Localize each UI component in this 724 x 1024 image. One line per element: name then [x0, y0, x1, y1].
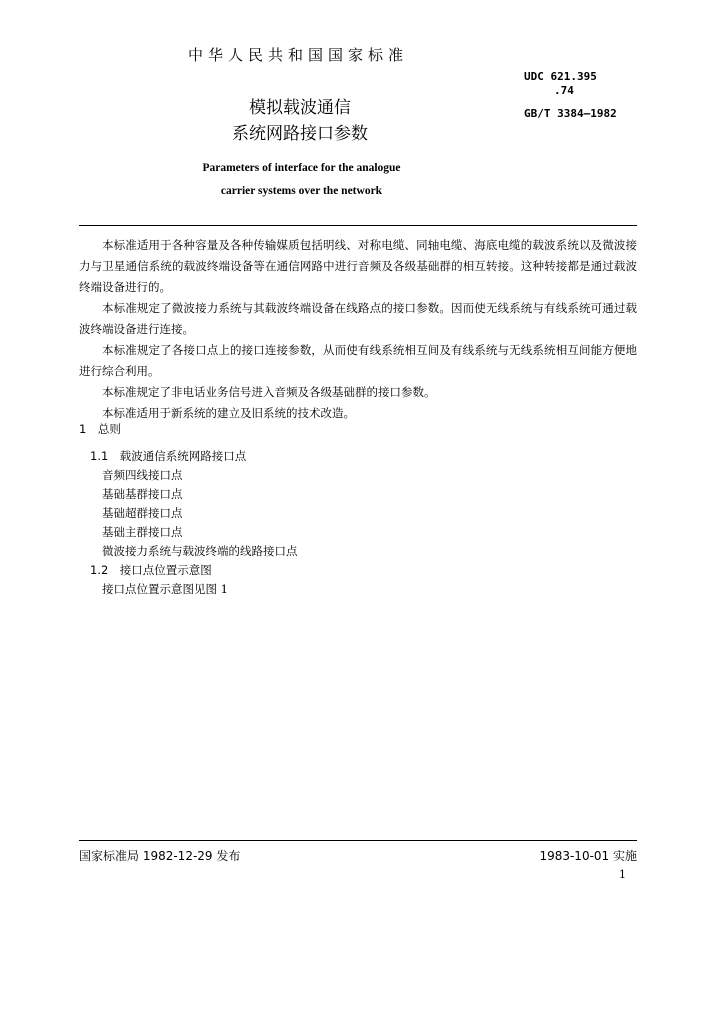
- section-1-1-heading: 1.1 载波通信系统网路接口点: [90, 449, 247, 463]
- chinese-title: [190, 95, 410, 147]
- chinese-title-line1: 模拟载波通信: [249, 98, 351, 118]
- section-1-2-heading: 1.2 接口点位置示意图: [90, 563, 212, 577]
- intro-paragraph-3: 本标准规定了各接口点上的接口连接参数，从而使有线系统相互间及有线系统与无线系统相互间能方便地进行综合利用。: [79, 343, 637, 378]
- figure-reference: 接口点位置示意图见图 1: [102, 582, 228, 596]
- english-title-line1: Parameters of interface for the analogue: [202, 162, 401, 174]
- intro-paragraph-1: 本标准适用于各种容量及各种传输媒质包括明线、对称电缆、同轴电缆、海底电缆的载波系统以及微波接力与卫星通信系统的载波终端设备等在通信网路中进行音频及各级基础群的相互转接。这种转接都是通过载波终端设备进行的。: [79, 238, 637, 294]
- issue-date: 国家标准局 1982-12-29 发布: [79, 849, 241, 863]
- header-divider: [79, 225, 637, 226]
- interface-item-2: 基础基群接口点: [102, 487, 183, 501]
- udc-code-line2: .74: [554, 84, 574, 97]
- national-standard-label: 中华人民共和国国家标准: [188, 46, 409, 64]
- section-1-heading: 1 总则: [79, 422, 121, 436]
- interface-item-5: 微波接力系统与载波终端的线路接口点: [102, 544, 298, 558]
- interface-item-4: 基础主群接口点: [102, 525, 183, 539]
- udc-code-line1: UDC 621.395: [524, 70, 597, 83]
- page-number: 1: [619, 868, 626, 881]
- introduction: [79, 235, 637, 424]
- interface-item-3: 基础超群接口点: [102, 506, 183, 520]
- interface-item-1: 音频四线接口点: [102, 468, 183, 482]
- english-title-line2: carrier systems over the network: [220, 185, 383, 197]
- effective-date: 1983-10-01 实施: [539, 849, 637, 863]
- intro-paragraph-5: 本标准适用于新系统的建立及旧系统的技术改造。: [102, 406, 355, 420]
- english-title: [160, 157, 443, 203]
- intro-paragraph-2: 本标准规定了微波接力系统与其载波终端设备在线路点的接口参数。因而使无线系统与有线系统可通过载波终端设备进行连接。: [79, 301, 637, 336]
- footer-divider: [79, 840, 637, 841]
- gb-standard-number: GB/T 3384—1982: [524, 107, 617, 120]
- chinese-title-line2: 系统网路接口参数: [232, 124, 368, 144]
- intro-paragraph-4: 本标准规定了非电话业务信号进入音频及各级基础群的接口参数。: [102, 385, 436, 399]
